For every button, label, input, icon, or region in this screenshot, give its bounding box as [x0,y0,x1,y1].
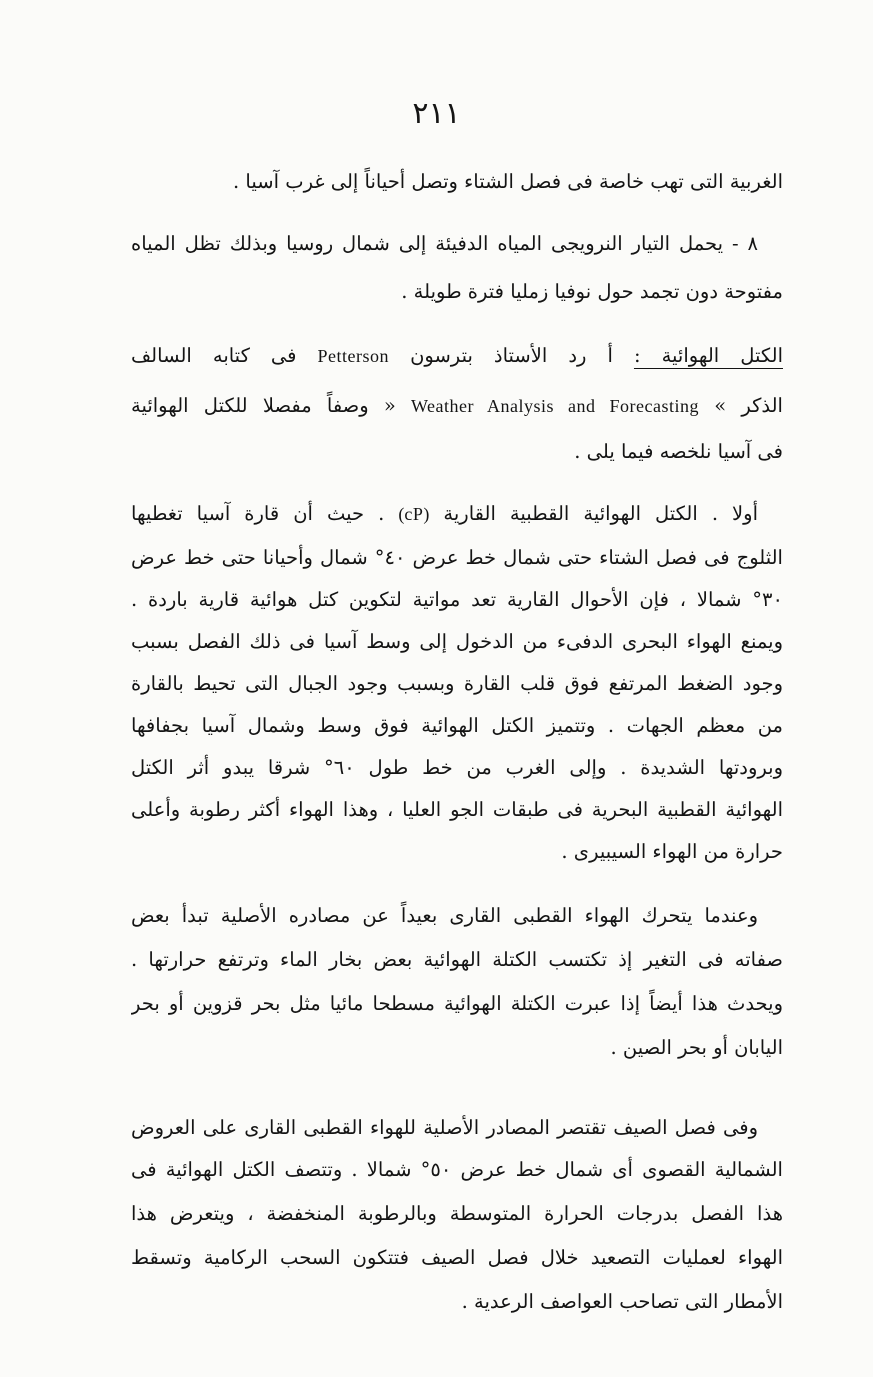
page-number: ٢١١ [412,96,461,131]
text-run: أولا . الكتل الهوائية القطبية القارية [443,502,758,525]
text-line: حرارة من الهواء السيبيرى . [561,840,783,863]
text-line: الشمالية القصوى أى شمال خط عرض ٥٠° شمالا . وتتصف الكتل الهوائية فى [131,1158,783,1181]
text-line: هذا الفصل بدرجات الحرارة المتوسطة وبالرطوبة المنخفضة ، ويتعرض هذا [131,1202,783,1225]
text-line: وعندما يتحرك الهواء القطبى القارى بعيداً عن مصادره الأصلية تبدأ بعض [131,904,758,927]
text-line: وفى فصل الصيف تقتصر المصادر الأصلية للهواء القطبى القارى على العروض [131,1116,758,1139]
text-line [131,334,783,378]
text-run: . حيث أن قارة آسيا تغطيها [131,502,385,525]
section-heading: الكتل الهوائية : [633,344,783,367]
text-line: صفاته فى التغير إذ تكتسب الكتلة الهوائية بعض بخار الماء وترتفع حرارتها . [131,948,783,971]
text-line: الغربية التى تهب خاصة فى فصل الشتاء وتصل أحياناً إلى غرب آسيا . [233,170,783,193]
text-line: ويحدث هذا أيضاً إذا عبرت الكتلة الهوائية مسطحا مائيا مثل بحر قزوين أو بحر [131,992,783,1015]
text-run: الذكر » [714,394,783,417]
text-line: الهوائية القطبية البحرية فى طبقات الجو العليا ، وهذا الهواء أكثر رطوبة وأعلى [131,798,783,821]
air-mass-code: (cP) [398,504,430,524]
text-run: « وصفاً مفصلا للكتل الهوائية [131,394,396,417]
text-line: وجود الضغط المرتفع فوق قلب القارة وبسبب وجود الجبال التى تحيط بالقارة [131,672,783,695]
text-line [131,384,783,428]
text-line: الثلوج فى فصل الشتاء حتى شمال خط عرض ٤٠° شمال وأحيانا حتى خط عرض [131,546,783,569]
text-run: فى كتابه السالف [131,344,297,367]
text-line: فى آسيا نلخصه فيما يلى . [574,440,783,463]
author-name-latin: Petterson [317,346,390,366]
text-line: اليابان أو بحر الصين . [610,1036,783,1059]
text-line: من معظم الجهات . وتتميز الكتل الهوائية فوق وسط وشمال آسيا بجفافها [131,714,783,737]
book-title-latin: Weather Analysis and Forecasting [411,396,699,416]
text-line: ويمنع الهواء البحرى الدفىء من الدخول إلى وسط آسيا فى ذلك الفصل بسبب [131,630,783,653]
text-line: مفتوحة دون تجمد حول نوفيا زمليا فترة طويلة . [401,280,783,303]
text-line: الأمطار التى تصاحب العواصف الرعدية . [461,1290,783,1313]
text-line [131,492,758,536]
text-run: أ رد الأستاذ بترسون [410,344,613,367]
text-line: ٨ - يحمل التيار النرويجى المياه الدفيئة إلى شمال روسيا وبذلك تظل المياه [131,232,758,255]
text-line: ٣٠° شمالا ، فإن الأحوال القارية تعد مواتية لتكوين كتل هوائية قارية باردة . [131,588,783,611]
text-line: الهواء لعمليات التصعيد خلال فصل الصيف فتتكون السحب الركامية وتسقط [131,1246,783,1269]
text-line: وبرودتها الشديدة . وإلى الغرب من خط طول ٦٠° شرقا يبدو أثر الكتل [131,756,783,779]
